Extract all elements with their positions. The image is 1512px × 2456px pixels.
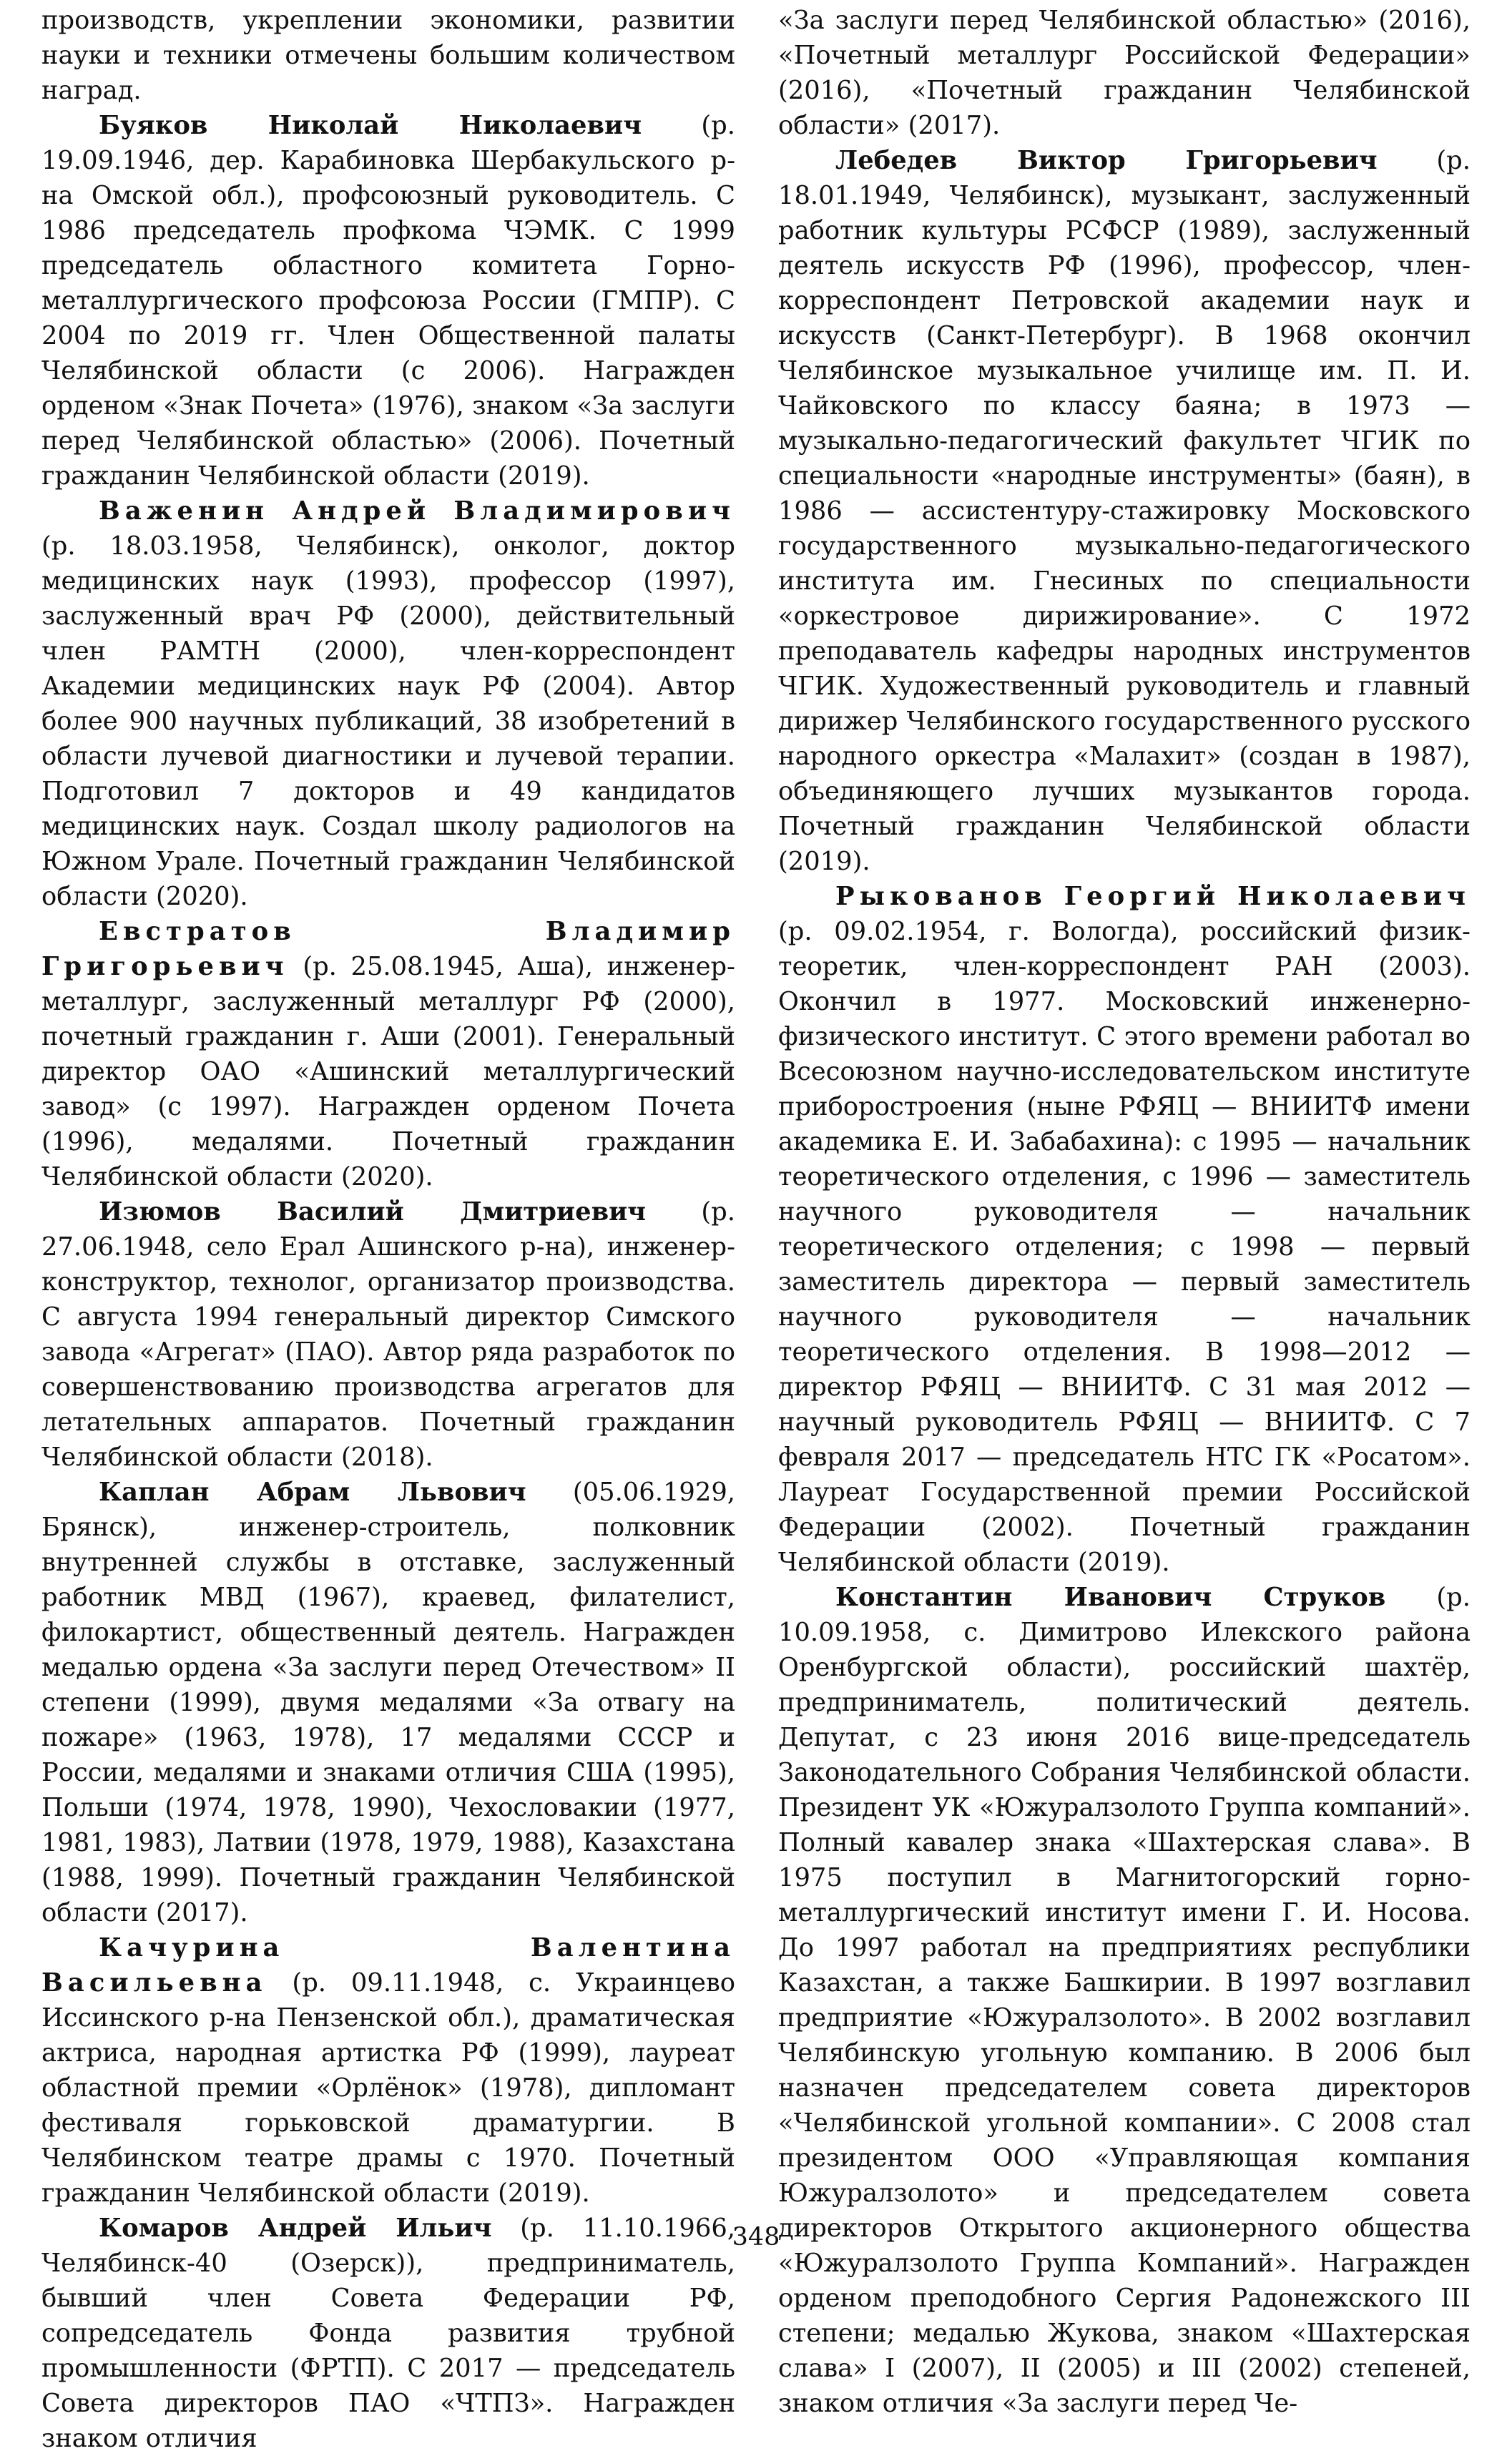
entry-text: (р. 09.11.1948, с. Украинцево Иссинского р-на Пензенской обл.), драматическая актриса, народная артистка РФ (1999), лауреат областной премии «Орлёнок» (1978), дипломант фестиваля горьковской драматургии. В Челябинском театре драмы с 1970. Почетный гражданин Челябинской области (2019). bbox=[41, 1968, 735, 2208]
entry-strukov bbox=[778, 1580, 1471, 2421]
entry-name: Каплан Абрам Львович bbox=[99, 1478, 526, 1507]
entry-izyumov bbox=[41, 1194, 735, 1475]
left-column bbox=[41, 3, 735, 2456]
entry-name: Изюмов Василий Дмитриевич bbox=[99, 1197, 647, 1227]
entry-name: Важенин Андрей Владимирович bbox=[99, 496, 735, 526]
entry-rykovanov bbox=[778, 879, 1471, 1580]
entry-text: (р. 25.08.1945, Аша), инженер-металлург, заслуженный металлург РФ (2000), почетный гражданин г. Аши (2001). Генеральный директор ОАО «Ашинский металлургический завод» (с 1997). Награжден орденом Почета (1996), медалями. Почетный гражданин Челябинской области (2020). bbox=[41, 952, 735, 1192]
page-number: 348 bbox=[732, 2223, 780, 2251]
entry-continuation bbox=[778, 3, 1471, 143]
entry-text: (р. 27.06.1948, село Ерал Ашинского р-на), инженер-конструктор, технолог, организатор производства. С августа 1994 генеральный директор Симского завода «Агрегат» (ПАО). Автор ряда разработок по совершенствованию производства агрегатов для летательных аппаратов. Почетный гражданин Челябинской области (2018). bbox=[41, 1197, 735, 1472]
entry-name: Лебедев Виктор Григорьевич bbox=[835, 146, 1378, 175]
entry-evstratov bbox=[41, 914, 735, 1194]
entry-vazhenin bbox=[41, 493, 735, 914]
entry-text: «За заслуги перед Челябинской областью» (2016), «Почетный металлург Российской Федерации» (2016), «Почетный гражданин Челябинской области» (2017). bbox=[778, 6, 1471, 140]
entry-continuation bbox=[41, 3, 735, 108]
entry-buyakov bbox=[41, 108, 735, 493]
right-column bbox=[778, 3, 1471, 2421]
entry-kaplan bbox=[41, 1475, 735, 1930]
entry-kachurina bbox=[41, 1930, 735, 2211]
entry-name: Рыкованов Георгий Николаевич bbox=[835, 882, 1471, 911]
entry-text: (р. 11.10.1966, Челябинск-40 (Озерск)), предприниматель, бывший член Совета Федерации РФ, сопредседатель Фонда развития трубной промышленности (ФРТП). С 2017 — председатель Совета директоров ПАО «ЧТПЗ». Награжден знаком отличия bbox=[41, 2214, 736, 2453]
entry-name: Комаров Андрей Ильич bbox=[99, 2214, 492, 2243]
entry-text: (р. 09.02.1954, г. Вологда), российский физик-теоретик, член-корреспондент РАН (2003). Окончил в 1977. Московский инженерно-физического институт. С этого времени работал во Всесоюзном научно-исследовательском институте приборостроения (ныне РФЯЦ — ВНИИТФ имени академика Е. И. Забабахина): с 1995 — начальник теоретического отделения, с 1996 — заместитель научного руководителя — начальник теоретического отделения; с 1998 — первый заместитель директора — первый заместитель научного руководителя — начальник теоретического отделения. В 1998—2012 — директор РФЯЦ — ВНИИТФ. С 31 мая 2012 — научный руководитель РФЯЦ — ВНИИТФ. С 7 февраля 2017 — председатель НТС ГК «Росатом». Лауреат Государственной премии Российской Федерации (2002). Почетный гражданин Челябинской области (2019). bbox=[778, 917, 1471, 1577]
entry-text: (р. 10.09.1958, с. Димитрово Илекского района Оренбургской области), российский шахтёр, предприниматель, политический деятель. Депутат, с 23 июня 2016 вице-председатель Законодательного Собрания Челябинской области. Президент УК «Южуралзолото Группа компаний». Полный кавалер знака «Шахтерская слава». В 1975 поступил в Магнитогорский горно-металлургический институт имени Г. И. Носова. До 1997 работал на предприятиях республики Казахстан, а также Башкирии. В 1997 возглавил предприятие «Южуралзолото». В 2002 возглавил Челябинскую угольную компанию. В 2006 был назначен председателем совета директоров «Челябинской угольной компании». С 2008 стал президентом ООО «Управляющая компания Южуралзолото» и председателем совета директоров Открытого акционерного общества «Южуралзолото Группа Компаний». Награжден орденом преподобного Сергия Радонежского III степени; медалью Жукова, знаком «Шахтерская слава» I (2007), II (2005) и III (2002) степеней, знаком отличия «За заслуги перед Че- bbox=[778, 1583, 1471, 2418]
entry-name: Буяков Николай Николаевич bbox=[99, 111, 642, 140]
entry-text: производств, укреплении экономики, развитии науки и техники отмечены большим количеством наград. bbox=[41, 6, 735, 105]
entry-name: Качурина Валентина Васильевна bbox=[41, 1933, 735, 1998]
entry-lebedev bbox=[778, 143, 1471, 879]
entry-name: Евстратов Владимир Григорьевич bbox=[41, 917, 735, 981]
entry-text: (р. 18.03.1958, Челябинск), онколог, доктор медицинских наук (1993), профессор (1997), заслуженный врач РФ (2000), действительный член РАМТН (2000), член-корреспондент Академии медицинских наук РФ (2004). Автор более 900 научных публикаций, 38 изобретений в области лучевой диагностики и лучевой терапии. Подготовил 7 докторов и 49 кандидатов медицинских наук. Создал школу радиологов на Южном Урале. Почетный гражданин Челябинской области (2020). bbox=[41, 531, 735, 911]
entry-text: (05.06.1929, Брянск), инженер-строитель, полковник внутренней службы в отставке, заслуженный работник МВД (1967), краевед, филателист, филокартист, общественный деятель. Награжден медалью ордена «За заслуги перед Отечеством» II степени (1999), двумя медалями «За отвагу на пожаре» (1963, 1978), 17 медалями СССР и России, медалями и знаками отличия США (1995), Польши (1974, 1978, 1990), Чехословакии (1977, 1981, 1983), Латвии (1978, 1979, 1988), Казахстана (1988, 1999). Почетный гражданин Челябинской области (2017). bbox=[41, 1478, 735, 1927]
entry-name: Константин Иванович Струков bbox=[835, 1583, 1386, 1612]
entry-text: (р. 19.09.1946, дер. Карабиновка Шербакульского р-на Омской обл.), профсоюзный руководитель. С 1986 председатель профкома ЧЭМК. С 1999 председатель областного комитета Горно-металлургического профсоюза России (ГМПР). С 2004 по 2019 гг. Член Общественной палаты Челябинской области (с 2006). Награжден орденом «Знак Почета» (1976), знаком «За заслуги перед Челябинской областью» (2006). Почетный гражданин Челябинской области (2019). bbox=[41, 111, 735, 491]
entry-text: (р. 18.01.1949, Челябинск), музыкант, заслуженный работник культуры РСФСР (1989), заслуженный деятель искусств РФ (1996), профессор, член-корреспондент Петровской академии наук и искусств (Санкт-Петербург). В 1968 окончил Челябинское музыкальное училище им. П. И. Чайковского по классу баяна; в 1973 — музыкально-педагогический факультет ЧГИК по специальности «народные инструменты» (баян), в 1986 — ассистентуру-стажировку Московского государственного музыкально-педагогического института им. Гнесиных по специальности «оркестровое дирижирование». С 1972 преподаватель кафедры народных инструментов ЧГИК. Художественный руководитель и главный дирижер Челябинского государственного русского народного оркестра «Малахит» (создан в 1987), объединяющего лучших музыкантов города. Почетный гражданин Челябинской области (2019). bbox=[778, 146, 1471, 876]
